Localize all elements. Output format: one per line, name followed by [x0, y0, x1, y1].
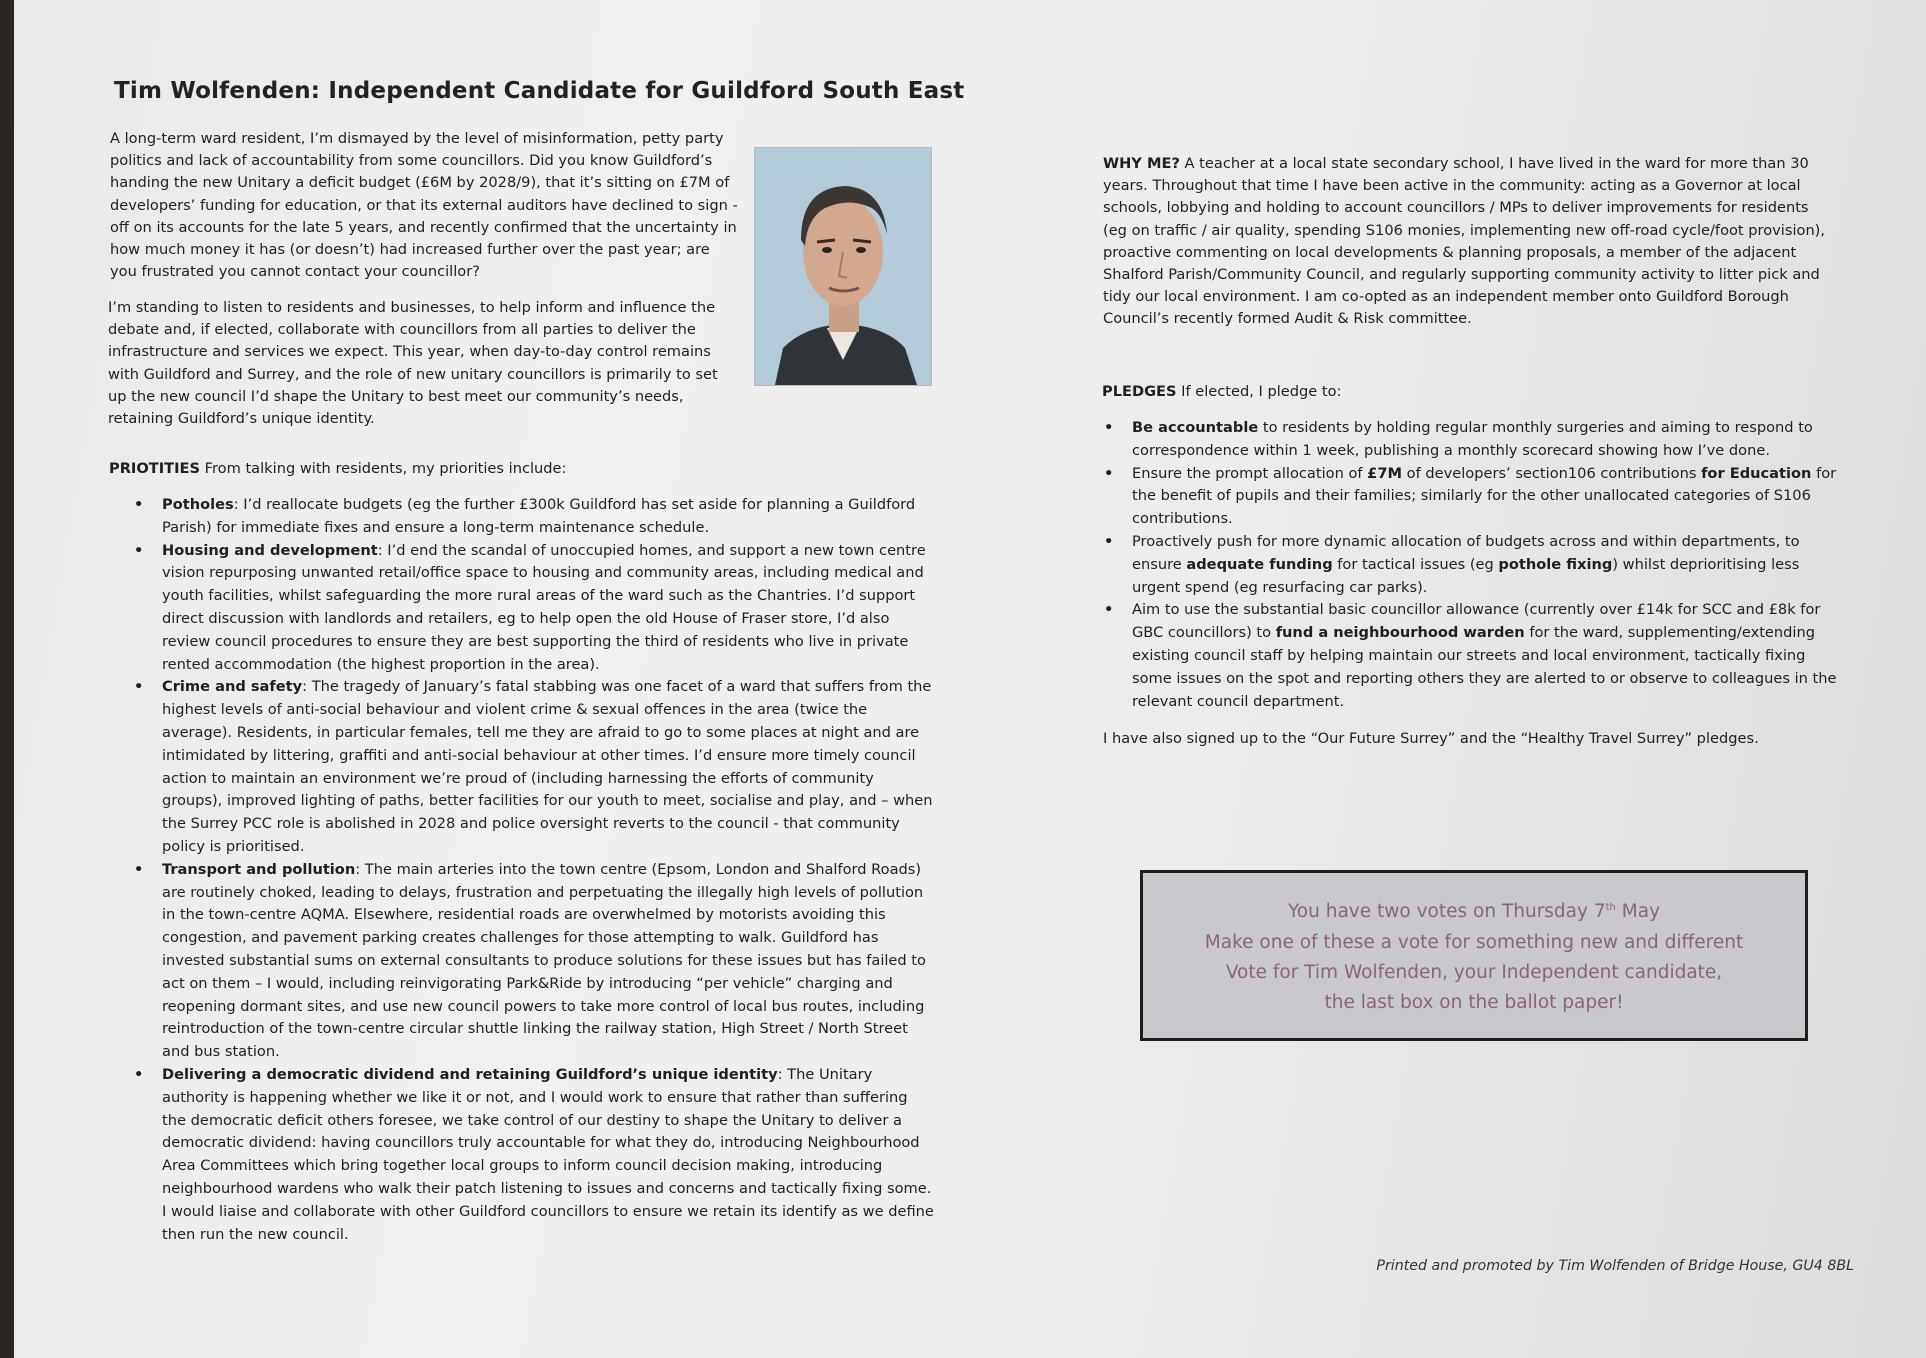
pledge-emphasis: £7M [1367, 464, 1403, 482]
pledge-text: Proactively push for more dynamic allocation of budgets across and within departments, to ensure [1132, 532, 1800, 573]
vote-line-1 [1288, 893, 1660, 927]
pledge-emphasis: fund a neighbourhood warden [1275, 624, 1525, 642]
why-me-text: A teacher at a local state secondary school, I have lived in the ward for more than 30 years. Throughout that time I have been active in the community: acting as a Governor at local schools, lobbying and holding to account councillors / MPs to deliver improvements for residents (eg on traffic / air quality, spending S106 monies, implementing new off-road cycle/foot provision), proactive commenting on local developments & planning proposals, a member of the adjacent Shalford Parish/Community Council, and regularly supporting community activity to litter pick and tidy our local environment. I am co-opted as an independent member onto Guildford Borough Council’s recently formed Audit & Risk committee. [1103, 155, 1826, 328]
priority-title: Housing and development [162, 541, 378, 559]
candidate-photo [754, 147, 932, 386]
bullet-icon: • [1104, 419, 1114, 436]
priority-item [134, 1064, 934, 1246]
priorities-list [134, 494, 934, 1246]
priority-item [134, 859, 934, 1064]
vote-line-1-month: May [1615, 901, 1661, 923]
priority-item [134, 494, 934, 540]
pledge-text: ) whilst deprioritising less urgent spend (eg resurfacing car parks). [1132, 555, 1800, 596]
vote-callout-box [1140, 870, 1808, 1041]
candidate-portrait-image [755, 148, 931, 385]
pledge-text: to residents by holding regular monthly surgeries and aiming to respond to correspondence within 1 week, publishing a monthly scorecard showing how I’ve done. [1132, 419, 1813, 459]
pledge-item [1104, 599, 1844, 713]
pledge-text: of developers’ section106 contributions [1402, 464, 1702, 482]
bullet-icon: • [1104, 532, 1114, 550]
pledge-text: Aim to use the substantial basic councillor allowance (currently over £14k for SCC and £8k for GBC councillors) to [1132, 601, 1821, 642]
bullet-icon: • [134, 496, 144, 513]
standing-paragraph: I’m standing to listen to residents and businesses, to help inform and influence the debate and, if elected, collaborate with councillors from all parties to deliver the infrastructure and services we expect. This year, when day-to-day control remains with Guildford and Surrey, and the role of new unitary councillors is primarily to set up the new council I’d shape the Unitary to best meet our community’s needs, retaining Guildford’s unique identity. [108, 299, 718, 428]
pledge-text: for tactical issues (eg [1332, 555, 1499, 573]
pledge-text: for the ward, supplementing/extending existing council staff by helping maintain our streets and local environment, tactically fixing some issues on the spot and reporting others they are alerted to or observe to colleagues in the relevant council department. [1132, 624, 1837, 710]
pledges-intro [1102, 381, 1702, 403]
page-title: Tim Wolfenden: Independent Candidate for Guildford South East [114, 78, 965, 104]
priority-item [134, 540, 934, 677]
pledge-text: for the benefit of pupils and their families; similarly for the other unallocated categories of S106 contributions. [1132, 464, 1837, 528]
why-me-paragraph [1103, 153, 1833, 331]
pledge-text: Ensure the prompt allocation of [1132, 464, 1368, 482]
priority-title: Transport and pollution [162, 860, 356, 878]
vote-line-3: Vote for Tim Wolfenden, your Independent candidate, [1225, 961, 1723, 983]
pledge-item [1104, 531, 1844, 599]
pledge-emphasis: for Education [1701, 464, 1812, 482]
bullet-icon: • [134, 1065, 144, 1083]
priority-title: Potholes [162, 496, 234, 513]
priority-title: Delivering a democratic dividend and retaining Guildford’s unique identity [162, 1065, 778, 1083]
priorities-heading: PRIOTITIES [109, 460, 201, 477]
priority-text: : The main arteries into the town centre (Epsom, London and Shalford Roads) are routinely choked, leading to delays, frustration and perpetuating the illegally high levels of pollution in the town-centre AQMA. Elsewhere, residential roads are overwhelmed by motorists avoiding this congestion, and pavement parking creates challenges for those attempting to walk. Guildford has invested substantial sums on external consultants to produce solutions for these issues but has failed to act on them – I would, including reinvigorating Park&Ride by introducing “per vehicle” charging and reopening dormant sites, and use new council powers to take more control of local bus routes, including reintroduction of the town-centre circular shuttle linking the railway station, High Street / North Street and bus station. [162, 860, 926, 1061]
pledges-intro-text: If elected, I pledge to: [1176, 383, 1342, 400]
why-me-heading: WHY ME? [1103, 155, 1180, 172]
pledge-item [1104, 463, 1844, 531]
priorities-intro [109, 458, 809, 480]
vote-line-1-ordinal: th [1605, 902, 1616, 914]
also-signed-text: I have also signed up to the “Our Future Surrey” and the “Healthy Travel Surrey” pledges. [1103, 730, 1759, 747]
intro-paragraph: A long-term ward resident, I’m dismayed by the level of misinformation, petty party politics and lack of accountability from some councillors. Did you know Guildford’s handing the new Unitary a deficit budget (£6M by 2028/9), that it’s sitting on £7M of developers’ funding for education, or that its external auditors have declined to sign - off on its accounts for the late 5 years, and recently confirmed that the uncertainty in how much money it has (or doesn’t) had increased further over the past year; are you frustrated you cannot contact your councillor? [110, 130, 738, 281]
leaflet-page [14, 0, 1926, 1358]
pledge-item [1104, 417, 1844, 463]
bullet-icon: • [134, 860, 144, 878]
vote-line-4: the last box on the ballot paper! [1324, 991, 1624, 1013]
pledges-heading: PLEDGES [1102, 383, 1177, 400]
pledge-emphasis: adequate funding [1186, 555, 1333, 573]
vote-line-2: Make one of these a vote for something new and different [1204, 931, 1744, 953]
pledge-emphasis: Be accountable [1132, 419, 1259, 436]
priority-item [134, 676, 934, 858]
priority-title: Crime and safety [162, 678, 303, 696]
bullet-icon: • [134, 678, 144, 696]
bullet-icon: • [1104, 464, 1114, 482]
bullet-icon: • [1104, 601, 1114, 619]
priority-text: : I’d end the scandal of unoccupied homes, and support a new town centre vision repurposing unwanted retail/office space to housing and community areas, including medical and youth facilities, whilst safeguarding the more rural areas of the ward such as the Chantries. I’d support direct discussion with landlords and retailers, eg to help open the old House of Fraser store, I’d also review council procedures to ensure they are best supporting the third of residents who live in private rented accommodation (the highest proportion in the area). [162, 541, 926, 673]
priority-text: : The Unitary authority is happening whether we like it or not, and I would work to ensure that rather than suffering the democratic deficit others foresee, we take control of our destiny to shape the Unitary to deliver a democratic dividend: having councillors truly accountable for what they do, introducing Neighbourhood Area Committees which bring together local groups to inform council decision making, introducing neighbourhood wardens who walk their patch listening to issues and concerns and tactically fixing some. I would liaise and collaborate with other Guildford councillors to ensure we retain its identify as we define then run the new council. [162, 1065, 934, 1243]
imprint-footer: Printed and promoted by Tim Wolfenden of Bridge House, GU4 8BL [1376, 1258, 1854, 1274]
priority-text: : I’d reallocate budgets (eg the further £300k Guildford has set aside for planning a Guildford Parish) for immediate fixes and ensure a long-term maintenance schedule. [162, 496, 916, 536]
priorities-intro-text: From talking with residents, my priorities include: [200, 460, 567, 477]
pledge-emphasis: pothole fixing [1498, 555, 1613, 573]
vote-line-1-text: You have two votes on Thursday 7 [1287, 901, 1606, 923]
bullet-icon: • [134, 541, 144, 559]
pledges-list [1104, 417, 1844, 713]
priority-text: : The tragedy of January’s fatal stabbing was one facet of a ward that suffers from the highest levels of anti-social behaviour and violent crime & sexual offences in the area (twice the average). Residents, in particular females, tell me they are afraid to go to some places at night and are intimidated by littering, graffiti and anti-social behaviour at other times. I’d ensure more timely council action to maintain an environment we’re proud of (including harnessing the efforts of community groups), improved lighting of paths, better facilities for our youth to meet, socialise and play, and – when the Surrey PCC role is abolished in 2028 and police oversight reverts to the council - that community policy is prioritised. [162, 678, 933, 855]
